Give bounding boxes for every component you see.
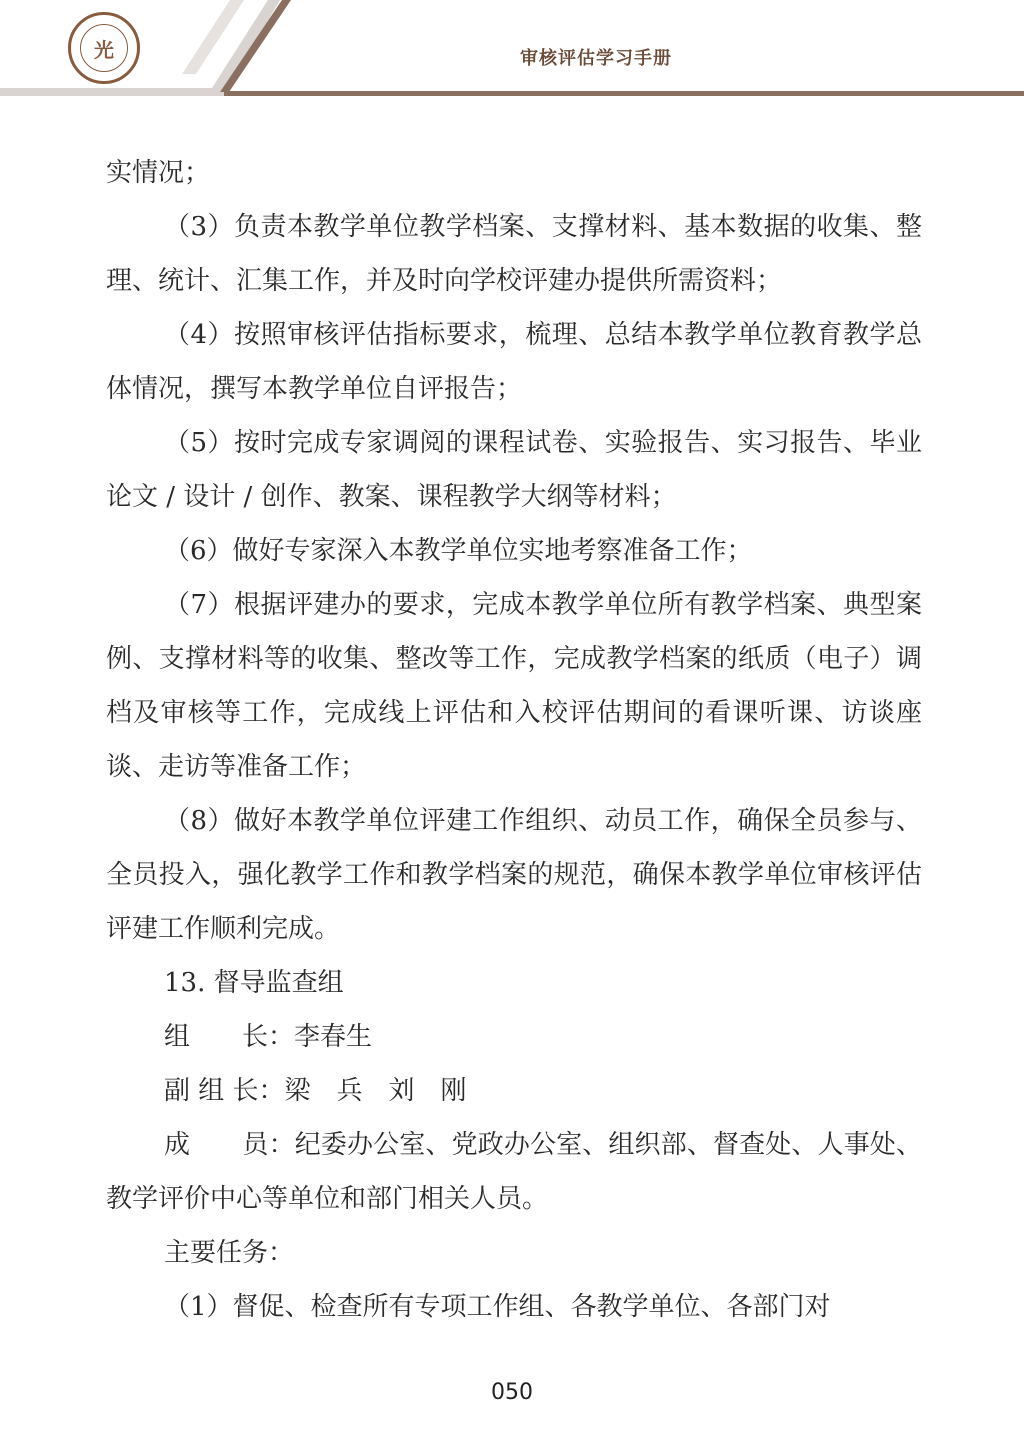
duty-item-3: （3）负责本教学单位教学档案、支撑材料、基本数据的收集、整理、统计、汇集工作，并及时向学校评建办提供所需资料； xyxy=(106,212,922,296)
duty-item-7: （7）根据评建办的要求，完成本教学单位所有教学档案、典型案例、支撑材料等的收集、整改等工作，完成教学档案的纸质（电子）调档及审核等工作，完成线上评估和入校评估期间的看课听课、访谈座谈、走访等准备工作； xyxy=(106,590,922,782)
page-header xyxy=(0,0,1024,100)
duty-item-6: （6）做好专家深入本教学单位实地考察准备工作； xyxy=(164,536,753,566)
duty-item-5: （5）按时完成专家调阅的课程试卷、实验报告、实习报告、毕业论文 / 设计 / 创作、教案、课程教学大纲等材料； xyxy=(106,428,922,512)
group-leader: 组 长：李春生 xyxy=(164,1022,373,1052)
header-stripes xyxy=(0,0,1024,100)
page-number: 050 xyxy=(491,1380,533,1405)
duty-item-8: （8）做好本教学单位评建工作组织、动员工作，确保全员参与、全员投入，强化教学工作和教学档案的规范，确保本教学单位审核评估评建工作顺利完成。 xyxy=(106,806,922,944)
paragraph-continuation: 实情况； xyxy=(106,158,211,188)
main-tasks-heading: 主要任务： xyxy=(164,1238,295,1268)
duty-item-4: （4）按照审核评估指标要求，梳理、总结本教学单位教育教学总体情况，撰写本教学单位自评报告； xyxy=(106,320,922,404)
document-body xyxy=(106,146,922,1334)
deputy-group-leader: 副 组 长：梁 兵 刘 刚 xyxy=(164,1076,467,1106)
university-seal-icon xyxy=(68,12,140,84)
seal-emblem: 光 xyxy=(80,24,128,72)
section-heading: 13. 督导监查组 xyxy=(164,968,344,998)
task-item-1: （1）督促、检查所有专项工作组、各教学单位、各部门对 xyxy=(164,1292,831,1322)
manual-title: 审核评估学习手册 xyxy=(520,48,672,69)
group-members: 成 员：纪委办公室、党政办公室、组织部、督查处、人事处、教学评价中心等单位和部门相关人员。 xyxy=(106,1130,922,1214)
